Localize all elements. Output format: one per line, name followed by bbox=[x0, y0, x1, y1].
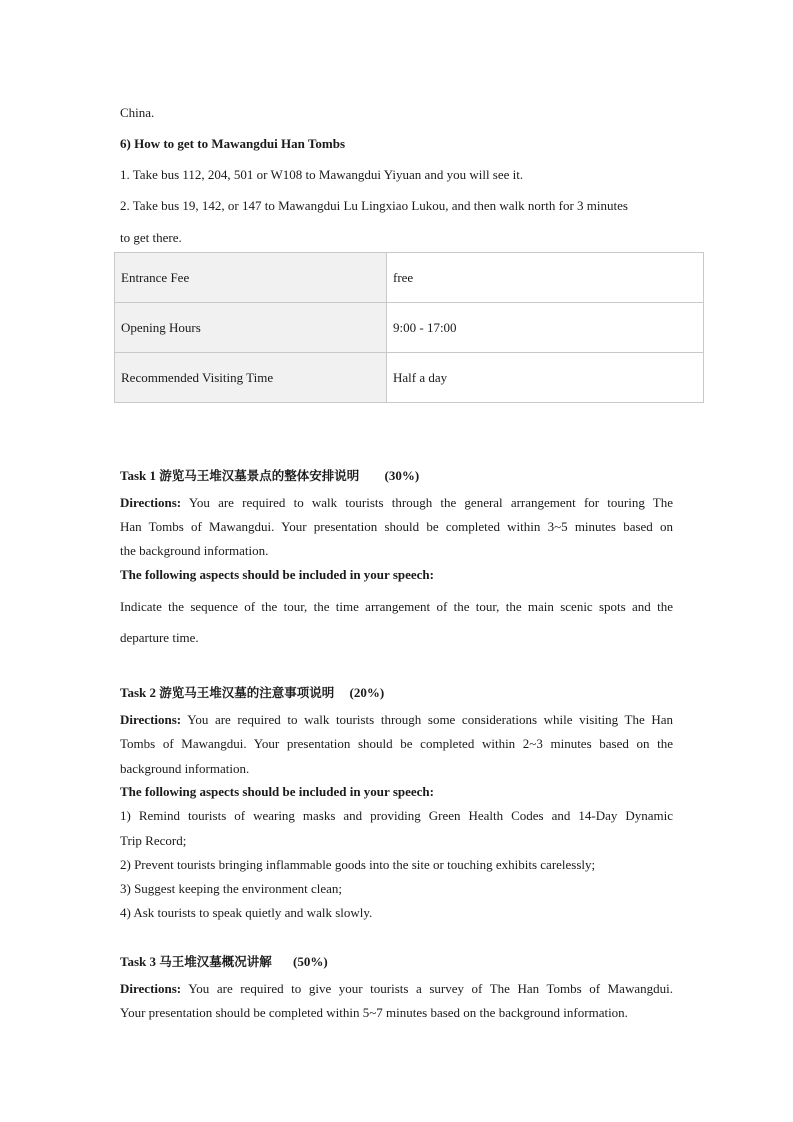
task-1-aspects-heading: The following aspects should be included in your speech: bbox=[120, 567, 434, 582]
task-1-heading bbox=[120, 468, 419, 484]
task-3-number: Task 3 bbox=[120, 954, 157, 969]
table-row bbox=[115, 253, 704, 303]
task-2-title: 游览马王堆汉墓的注意事项说明 bbox=[159, 685, 335, 700]
entrance-fee-value: free bbox=[387, 253, 704, 303]
opening-hours-value: 9:00 - 17:00 bbox=[387, 303, 704, 353]
task-3-weight: (50%) bbox=[293, 954, 328, 969]
task-2-item-4: 4) Ask tourists to speak quietly and walk slowly. bbox=[120, 905, 373, 920]
task-2-heading bbox=[120, 685, 384, 701]
task-2-item-3: 3) Suggest keeping the environment clean; bbox=[120, 881, 343, 896]
visiting-time-value: Half a day bbox=[387, 353, 704, 403]
table-row bbox=[115, 303, 704, 353]
task-1-title: 游览马王堆汉墓景点的整体安排说明 bbox=[159, 468, 360, 483]
task-2-directions-line-3: background information. bbox=[120, 761, 250, 776]
task-1-directions-label: Directions: bbox=[120, 495, 182, 510]
task-3-title: 马王堆汉墓概况讲解 bbox=[159, 954, 272, 969]
section-heading-how-to-get: 6) How to get to Mawangdui Han Tombs bbox=[120, 136, 345, 151]
task-2-directions-text-1: You are required to walk tourists through some considerations while visiting The Han bbox=[187, 712, 673, 727]
task-2-directions-label: Directions: bbox=[120, 712, 182, 727]
task-1-directions-line-1 bbox=[120, 495, 673, 511]
task-3-directions-line-1 bbox=[120, 981, 673, 997]
table-row bbox=[115, 353, 704, 403]
visiting-time-label: Recommended Visiting Time bbox=[115, 353, 387, 403]
task-1-directions-text-1: You are required to walk tourists through the general arrangement for touring The bbox=[188, 495, 673, 510]
task-2-item-1-line-2: Trip Record; bbox=[120, 833, 187, 848]
task-2-number: Task 2 bbox=[120, 685, 157, 700]
task-3-directions-text-1: You are required to give your tourists a survey of The Han Tombs of Mawangdui. bbox=[188, 981, 673, 996]
task-2-item-1-line-1: 1) Remind tourists of wearing masks and providing Green Health Codes and 14-Day Dynamic bbox=[120, 808, 673, 823]
opening-hours-label: Opening Hours bbox=[115, 303, 387, 353]
task-3-heading bbox=[120, 954, 328, 970]
route-2-line-2: to get there. bbox=[120, 230, 182, 245]
task-3-directions-label: Directions: bbox=[120, 981, 182, 996]
route-1: 1. Take bus 112, 204, 501 or W108 to Mawangdui Yiyuan and you will see it. bbox=[120, 167, 524, 182]
task-2-aspects-heading: The following aspects should be included in your speech: bbox=[120, 784, 434, 799]
task-2-directions-line-2: Tombs of Mawangdui. Your presentation should be completed within 2~3 minutes based on the bbox=[120, 736, 673, 751]
task-3-directions-line-2: Your presentation should be completed within 5~7 minutes based on the background information. bbox=[120, 1005, 628, 1020]
task-2-weight: (20%) bbox=[349, 685, 385, 700]
task-1-aspects-line-2: departure time. bbox=[120, 630, 199, 645]
task-1-aspects-line-1: Indicate the sequence of the tour, the time arrangement of the tour, the main scenic spots and the bbox=[120, 599, 673, 614]
task-1-number: Task 1 bbox=[120, 468, 157, 483]
task-1-directions-line-2: Han Tombs of Mawangdui. Your presentation should be completed within 3~5 minutes based on bbox=[120, 519, 673, 534]
task-2-item-2: 2) Prevent tourists bringing inflammable goods into the site or touching exhibits carelessly; bbox=[120, 857, 596, 872]
entrance-fee-label: Entrance Fee bbox=[115, 253, 387, 303]
task-2-directions-line-1 bbox=[120, 712, 673, 728]
visitor-info-table bbox=[114, 252, 704, 403]
china-line: China. bbox=[120, 105, 155, 120]
task-1-directions-line-3: the background information. bbox=[120, 543, 269, 558]
task-1-weight: (30%) bbox=[384, 468, 420, 483]
route-2-line-1: 2. Take bus 19, 142, or 147 to Mawangdui Lu Lingxiao Lukou, and then walk north for 3 minutes bbox=[120, 198, 628, 213]
